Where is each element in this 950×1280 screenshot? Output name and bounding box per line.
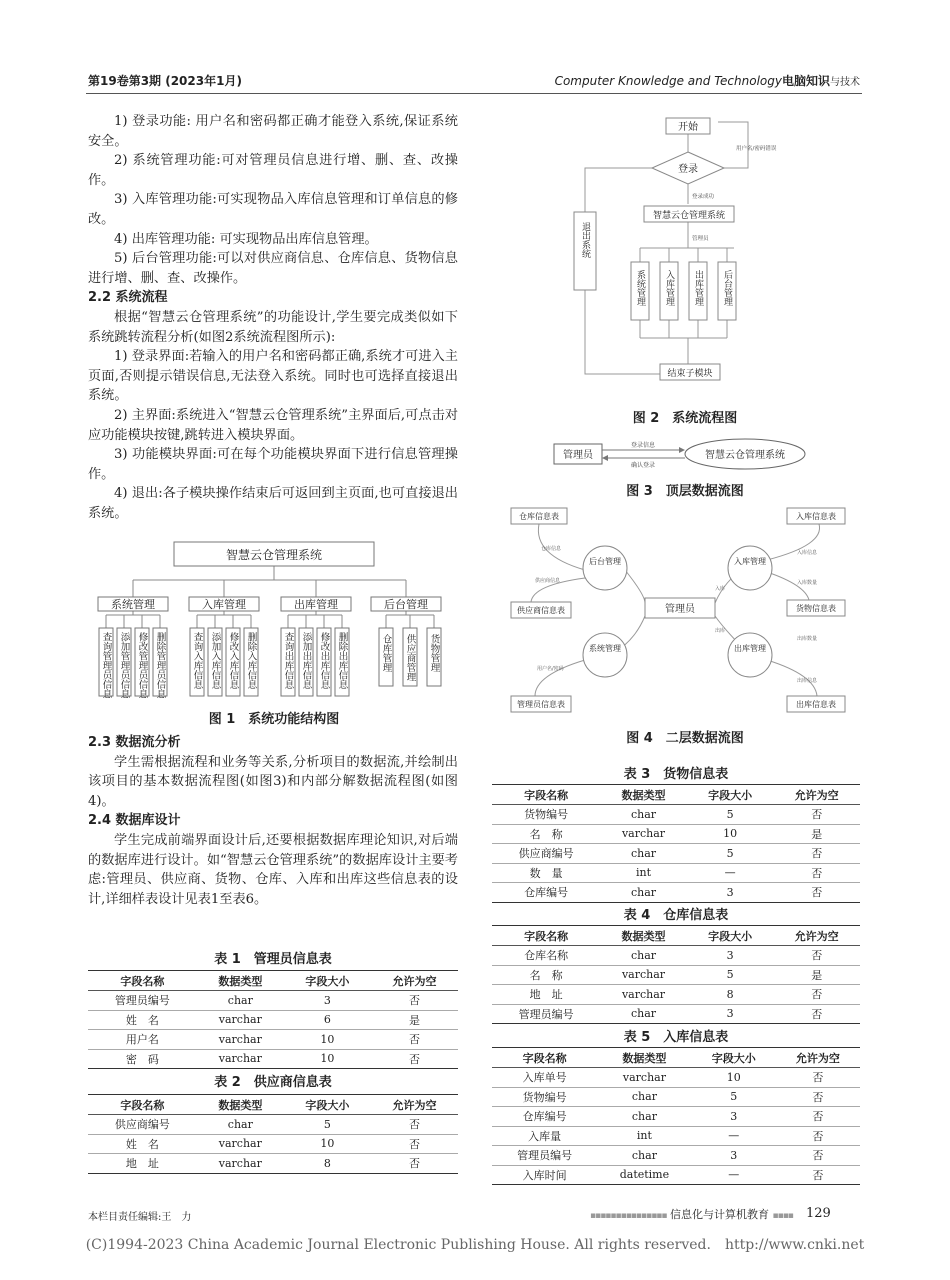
col-header: 数据类型 <box>600 926 687 946</box>
table-row: 管理员编号 char 3 否 <box>492 1146 860 1166</box>
journal-title-en: Computer Knowledge and Technology <box>554 74 782 88</box>
fig4-process: 出库管理 <box>734 644 766 653</box>
fig3-flow-confirm: 确认登录 <box>630 462 656 469</box>
fig1-group: 出库管理 <box>294 598 338 611</box>
fig3-caption: 图 3 顶层数据流图 <box>626 484 744 499</box>
flow-item: 4) 退出:各子模块操作结束后可返回到主页面,也可直接退出系统。 <box>88 486 458 521</box>
fig3-system: 智慧云仓管理系统 <box>705 450 785 461</box>
col-header: 数据类型 <box>197 1095 284 1115</box>
flow-item: 2) 主界面:系统进入“智慧云仓管理系统”主界面后,可点击对应功能模块按键,跳转进入模块界面。 <box>88 407 458 443</box>
col-header: 字段名称 <box>492 926 600 946</box>
journal-title <box>555 72 860 89</box>
fig1-leaf: 货物管理 <box>428 634 440 672</box>
table-row: 仓库编号 char 3 否 <box>492 883 860 903</box>
dots-decoration: ▪▪▪▪ <box>772 1211 793 1221</box>
figure-4-level2-dataflow <box>505 500 855 718</box>
col-header: 允许为空 <box>773 926 860 946</box>
fig2-main: 智慧云仓管理系统 <box>652 211 726 221</box>
table5-title: 表 5 入库信息表 <box>623 1030 729 1045</box>
fig4-center: 管理员 <box>665 604 695 615</box>
fig4-process: 后台管理 <box>589 557 621 566</box>
table-row: 仓库名称 char 3 否 <box>492 946 860 966</box>
func-item: 4) 出库管理功能: 可实现物品出库信息管理。 <box>114 231 378 247</box>
table-row: 供应商编号 char 5 否 <box>88 1115 458 1135</box>
fig4-label: 入库 <box>715 586 726 592</box>
col-header: 字段名称 <box>492 1048 597 1068</box>
fig2-exit: 退出系统 <box>580 222 590 258</box>
table-row: 入库时间 datetime — 否 <box>492 1165 860 1185</box>
table-row: 仓库编号 char 3 否 <box>492 1107 860 1127</box>
flow-item: 3) 功能模块界面:可在每个功能模块界面下进行信息管理操作。 <box>88 447 458 482</box>
fig4-store: 入库信息表 <box>796 512 836 521</box>
fig1-leaf: 添加入库信息 <box>209 632 221 689</box>
col-header: 字段名称 <box>88 971 197 991</box>
table-row: 名 称 varchar 5 是 <box>492 965 860 985</box>
fig4-label: 供应商信息 <box>535 578 561 584</box>
figure-1-structure <box>88 540 460 705</box>
fig2-start: 开始 <box>678 122 698 133</box>
fig1-leaf: 添加管理员信息 <box>118 632 130 699</box>
fig1-leaf: 供应商管理 <box>404 634 416 682</box>
journal-title-cn: 电脑知识 <box>781 74 830 88</box>
fig1-leaf: 查询出库信息 <box>282 632 294 689</box>
col-header: 允许为空 <box>371 971 458 991</box>
header-rule <box>86 93 862 94</box>
func-item: 1) 登录功能: 用户名和密码都正确才能登入系统,保证系统安全。 <box>88 114 458 149</box>
table3 <box>492 784 860 903</box>
dots-decoration: ▪▪▪▪▪▪▪▪▪▪▪▪▪▪▪ <box>590 1211 667 1221</box>
func-item: 2) 系统管理功能:可对管理员信息进行增、删、查、改操作。 <box>88 153 458 188</box>
left-column-bottom <box>88 733 458 909</box>
column-name <box>590 1206 793 1222</box>
fig1-leaf: 修改入库信息 <box>227 632 239 689</box>
fig3-admin: 管理员 <box>563 450 593 461</box>
column-label: 信息化与计算机教育 <box>670 1208 769 1221</box>
fig4-label: 入库信息 <box>797 550 818 556</box>
fig2-success: 登录成功 <box>692 194 715 200</box>
table4-title: 表 4 仓库信息表 <box>623 908 729 923</box>
fig1-group: 后台管理 <box>384 598 428 611</box>
fig1-caption: 图 1 系统功能结构图 <box>208 712 340 727</box>
col-header: 数据类型 <box>600 785 687 805</box>
table-row: 货物编号 char 5 否 <box>492 805 860 825</box>
table-row: 货物编号 char 5 否 <box>492 1087 860 1107</box>
fig4-store: 出库信息表 <box>796 700 836 709</box>
table-row: 管理员编号 char 3 否 <box>88 991 458 1011</box>
fig2-login: 登录 <box>678 164 698 175</box>
fig4-store: 管理员信息表 <box>517 700 565 709</box>
col-header: 允许为空 <box>773 785 860 805</box>
copyright-line: (C)1994-2023 China Academic Journal Electronic Publishing House. All rights reserved. http://www.cnki.net <box>85 1237 865 1253</box>
fig1-leaf: 删除管理员信息 <box>154 632 166 699</box>
fig1-leaf: 修改出库信息 <box>318 632 330 689</box>
fig1-group: 系统管理 <box>111 598 155 611</box>
journal-title-suffix: 与技术 <box>830 77 860 88</box>
fig2-end: 结束子模块 <box>667 369 713 379</box>
fig1-leaf: 删除出库信息 <box>336 632 348 689</box>
table3-title: 表 3 货物信息表 <box>623 767 729 782</box>
fig4-label: 仓库信息 <box>541 546 562 552</box>
table-row: 姓 名 varchar 6 是 <box>88 1010 458 1030</box>
table-row: 用户名 varchar 10 否 <box>88 1030 458 1050</box>
fig1-leaf: 修改管理员信息 <box>136 632 148 699</box>
table-row: 入库量 int — 否 <box>492 1126 860 1146</box>
fig4-label: 入库数量 <box>797 580 818 586</box>
col-header: 字段大小 <box>284 1095 371 1115</box>
fig1-leaf: 添加出库信息 <box>300 632 312 689</box>
fig4-label: 出库数量 <box>797 636 818 642</box>
col-header: 字段大小 <box>687 926 774 946</box>
page-number: 129 <box>806 1206 831 1221</box>
fig2-module: 入库管理 <box>664 270 674 306</box>
flow-item: 1) 登录界面:若输入的用户名和密码都正确,系统才可进入主页面,否则提示错误信息,无法登入系统。同时也可选择直接退出系统。 <box>88 349 458 404</box>
editor-credit: 本栏目责任编辑:王 力 <box>88 1212 192 1223</box>
fig1-leaf: 删除入库信息 <box>245 632 257 689</box>
figure-3-top-dataflow <box>550 436 810 472</box>
fig2-module: 出库管理 <box>693 270 703 306</box>
fig2-module: 后台管理 <box>722 270 732 306</box>
table1 <box>88 970 458 1069</box>
fig1-root: 智慧云仓管理系统 <box>225 548 323 562</box>
col-header: 字段大小 <box>687 785 774 805</box>
fig3-flow-login: 登录信息 <box>630 442 656 449</box>
table4 <box>492 925 860 1024</box>
table-row: 管理员编号 char 3 否 <box>492 1004 860 1024</box>
col-header: 字段名称 <box>492 785 600 805</box>
fig4-caption: 图 4 二层数据流图 <box>626 731 744 746</box>
fig2-side-note: 用户名/密码错误 <box>736 146 777 152</box>
table-row: 密 码 varchar 10 否 <box>88 1049 458 1069</box>
fig4-store: 货物信息表 <box>796 604 836 613</box>
col-header: 字段大小 <box>284 971 371 991</box>
col-header: 字段大小 <box>692 1048 776 1068</box>
fig2-caption: 图 2 系统流程图 <box>632 411 738 426</box>
fig1-leaf: 查询入库信息 <box>191 632 203 689</box>
section-2-4-heading: 2.4 数据库设计 <box>88 813 181 829</box>
fig4-process: 入库管理 <box>734 557 766 566</box>
table2-title: 表 2 供应商信息表 <box>214 1075 332 1090</box>
journal-issue: 第19卷第3期 (2023年1月) <box>88 74 242 88</box>
fig2-admin: 管理员 <box>692 236 709 242</box>
fig4-label: 出库信息 <box>797 678 818 684</box>
table-row: 数 量 int — 否 <box>492 863 860 883</box>
fig4-label: 出库 <box>715 628 726 634</box>
table-row: 供应商编号 char 5 否 <box>492 844 860 864</box>
table-row: 姓 名 varchar 10 否 <box>88 1134 458 1154</box>
col-header: 允许为空 <box>776 1048 860 1068</box>
fig2-module: 系统管理 <box>635 270 645 306</box>
db-paragraph: 学生完成前端界面设计后,还要根据数据库理论知识,对后端的数据库进行设计。如“智慧云仓管理系统”的数据库设计主要考虑:管理员、供应商、货物、仓库、入库和出库这些信息表的设计,详细样表设计见表1至表6。 <box>88 832 458 907</box>
table2 <box>88 1094 458 1174</box>
func-item: 3) 入库管理功能:可实现物品入库信息管理和订单信息的修改。 <box>88 192 458 227</box>
left-column-top <box>88 112 458 523</box>
fig4-process: 系统管理 <box>589 644 621 653</box>
dataflow-paragraph: 学生需根据流程和业务等关系,分析项目的数据流,并绘制出该项目的基本数据流程图(如图3)和内部分解数据流程图(如图4)。 <box>88 754 458 809</box>
figure-2-flowchart <box>560 112 810 400</box>
section-2-2-heading: 2.2 系统流程 <box>88 290 168 306</box>
fig1-leaf: 查询管理员信息 <box>100 632 112 699</box>
col-header: 数据类型 <box>597 1048 692 1068</box>
table5 <box>492 1047 860 1185</box>
col-header: 字段名称 <box>88 1095 197 1115</box>
table-row: 名 称 varchar 10 是 <box>492 824 860 844</box>
fig1-group: 入库管理 <box>202 598 246 611</box>
col-header: 数据类型 <box>197 971 284 991</box>
table-row: 入库单号 varchar 10 否 <box>492 1068 860 1088</box>
func-item: 5) 后台管理功能:可以对供应商信息、仓库信息、货物信息进行增、删、查、改操作。 <box>88 251 458 286</box>
table-row: 地 址 varchar 8 否 <box>88 1154 458 1174</box>
flow-intro: 根据“智慧云仓管理系统”的功能设计,学生要完成类似如下系统跳转流程分析(如图2系统流程图所示): <box>88 309 458 345</box>
fig1-leaf: 仓库管理 <box>380 634 392 672</box>
fig4-label: 用户名/密码 <box>537 666 564 672</box>
fig4-store: 仓库信息表 <box>519 512 559 521</box>
fig4-store: 供应商信息表 <box>517 606 565 615</box>
table1-title: 表 1 管理员信息表 <box>214 952 332 967</box>
section-2-3-heading: 2.3 数据流分析 <box>88 735 181 750</box>
table-row: 地 址 varchar 8 否 <box>492 985 860 1005</box>
col-header: 允许为空 <box>371 1095 458 1115</box>
